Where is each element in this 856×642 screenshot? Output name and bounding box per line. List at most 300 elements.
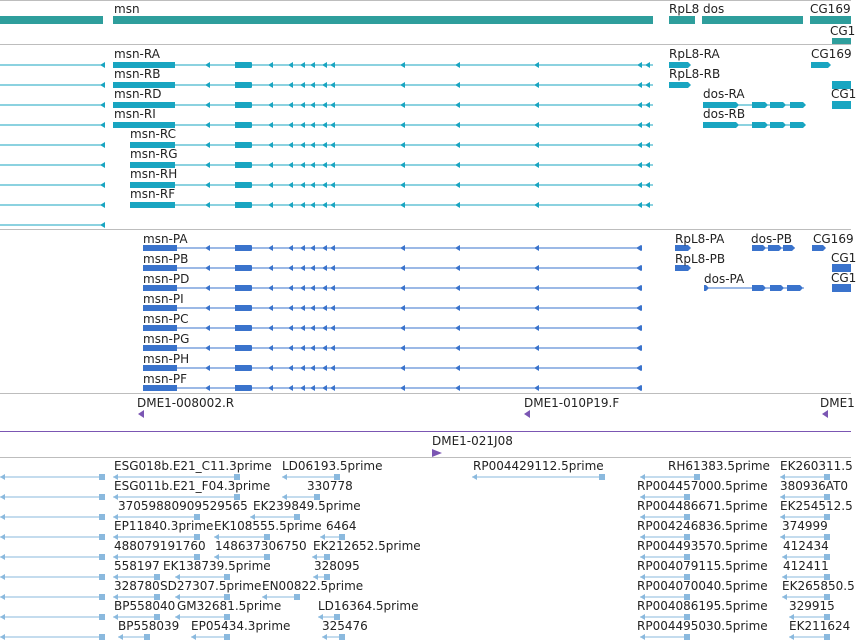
clone-track-1-glyphs bbox=[0, 394, 851, 432]
strand-arrow-left bbox=[782, 594, 787, 600]
strand-arrow-left bbox=[472, 474, 477, 480]
protein-label-msn-pg: msn-PG bbox=[143, 332, 190, 346]
est-label: RP004495030.5prime bbox=[637, 619, 768, 633]
est-label: EN00822.5prime bbox=[262, 579, 364, 593]
est-label: RP004246836.5prime bbox=[637, 519, 768, 533]
exon-block bbox=[224, 634, 230, 640]
strand-arrow-left bbox=[534, 265, 539, 271]
strand-arrow-left bbox=[330, 245, 335, 251]
strand-arrow-left bbox=[322, 365, 327, 371]
strand-arrow-left bbox=[330, 345, 335, 351]
exon-block-right bbox=[790, 122, 806, 128]
strand-arrow-left bbox=[322, 385, 327, 391]
est-label: RP004079115.5prime bbox=[637, 559, 768, 573]
gene-label-cg1: CG1 bbox=[830, 24, 856, 38]
clone-track-2-glyphs bbox=[0, 432, 851, 458]
strand-arrow-left bbox=[636, 285, 641, 291]
est-label: EK211624 bbox=[789, 619, 851, 633]
est-label: SD27307.5prime bbox=[160, 579, 262, 593]
strand-arrow-left bbox=[300, 142, 305, 148]
strand-arrow-left bbox=[400, 142, 405, 148]
strand-arrow-left bbox=[268, 62, 273, 68]
transcript-track-teal bbox=[0, 44, 856, 230]
strand-arrow-left bbox=[300, 245, 305, 251]
strand-arrow-left bbox=[205, 345, 210, 351]
strand-arrow-left bbox=[288, 82, 293, 88]
gene-glyph-dos[interactable] bbox=[702, 16, 803, 24]
strand-arrow-left bbox=[310, 182, 315, 188]
strand-arrow-left bbox=[400, 62, 405, 68]
exon-block bbox=[99, 554, 105, 560]
strand-arrow-left bbox=[455, 285, 460, 291]
strand-arrow-left bbox=[534, 162, 539, 168]
exon-block-right bbox=[811, 62, 831, 68]
est-label: 328095 bbox=[314, 559, 360, 573]
gene-label-msn: msn bbox=[114, 2, 140, 16]
est-label: EK138739.5prime bbox=[163, 559, 271, 573]
est-label: 558197 bbox=[114, 559, 160, 573]
strand-arrow-left bbox=[455, 365, 460, 371]
est-label: 412411 bbox=[783, 559, 829, 573]
strand-arrow-left bbox=[288, 385, 293, 391]
est-label: RP004086195.5prime bbox=[637, 599, 768, 613]
strand-arrow-left bbox=[455, 385, 460, 391]
strand-arrow-left bbox=[636, 345, 641, 351]
strand-arrow-left bbox=[310, 62, 315, 68]
exon-block bbox=[130, 202, 175, 208]
strand-arrow-left bbox=[100, 122, 105, 128]
strand-arrow-left bbox=[636, 365, 641, 371]
strand-arrow-left bbox=[100, 82, 105, 88]
strand-arrow-left bbox=[288, 162, 293, 168]
strand-arrow-left bbox=[645, 182, 650, 188]
gene-label-dos: dos bbox=[703, 2, 725, 16]
strand-arrow-left bbox=[100, 142, 105, 148]
strand-arrow-left bbox=[636, 385, 641, 391]
strand-arrow-left bbox=[268, 82, 273, 88]
strand-arrow-left bbox=[455, 142, 460, 148]
strand-arrow-left bbox=[205, 122, 210, 128]
strand-arrow-left bbox=[288, 122, 293, 128]
strand-arrow-left bbox=[300, 202, 305, 208]
exon-block bbox=[339, 634, 345, 640]
strand-arrow-left bbox=[288, 202, 293, 208]
est-label: EK239849.5prime bbox=[253, 499, 361, 513]
strand-arrow-left bbox=[322, 634, 327, 640]
strand-arrow-left bbox=[0, 614, 5, 620]
strand-arrow-left bbox=[310, 82, 315, 88]
est-label: EP11840.3prime bbox=[114, 519, 214, 533]
strand-arrow-left bbox=[268, 305, 273, 311]
exon-block-right bbox=[669, 82, 691, 88]
strand-arrow-left bbox=[534, 62, 539, 68]
est-label: RP004486671.5prime bbox=[637, 499, 768, 513]
strand-arrow-left bbox=[322, 305, 327, 311]
strand-arrow-left bbox=[330, 305, 335, 311]
strand-arrow-left bbox=[310, 102, 315, 108]
strand-arrow-left bbox=[0, 634, 5, 640]
est-label: EK254512.5 bbox=[780, 499, 853, 513]
strand-arrow-left bbox=[300, 62, 305, 68]
strand-arrow-left bbox=[400, 345, 405, 351]
transcript-label-rpl8-ra: RpL8-RA bbox=[669, 47, 720, 61]
strand-arrow-left bbox=[645, 122, 650, 128]
strand-arrow-left bbox=[534, 365, 539, 371]
exon-block-right bbox=[770, 285, 784, 291]
strand-arrow-left bbox=[205, 102, 210, 108]
clone-glyph-dme1-021j08[interactable] bbox=[432, 449, 442, 457]
strand-arrow-left bbox=[300, 345, 305, 351]
strand-arrow-left bbox=[534, 202, 539, 208]
strand-arrow-left bbox=[310, 202, 315, 208]
strand-arrow-left bbox=[400, 82, 405, 88]
strand-arrow-left bbox=[288, 365, 293, 371]
est-label: ESG018b.E21_C11.3prime bbox=[114, 459, 272, 473]
transcript-label-rpl8-rb: RpL8-RB bbox=[669, 67, 721, 81]
strand-arrow-left bbox=[288, 62, 293, 68]
exon-block bbox=[824, 634, 830, 640]
exon-block bbox=[99, 514, 105, 520]
strand-arrow-left bbox=[300, 325, 305, 331]
strand-arrow-left bbox=[400, 285, 405, 291]
strand-arrow-left bbox=[310, 245, 315, 251]
est-label: 6464 bbox=[326, 519, 357, 533]
strand-arrow-left bbox=[534, 305, 539, 311]
strand-arrow-left bbox=[330, 285, 335, 291]
strand-arrow-left bbox=[205, 385, 210, 391]
est-label: EK265850.5 bbox=[782, 579, 855, 593]
strand-arrow-left bbox=[455, 62, 460, 68]
strand-arrow-left bbox=[637, 62, 642, 68]
strand-arrow-left bbox=[205, 285, 210, 291]
est-label: GM32681.5prime bbox=[177, 599, 282, 613]
strand-arrow-left bbox=[322, 162, 327, 168]
strand-arrow-left bbox=[322, 142, 327, 148]
exon-block bbox=[684, 634, 690, 640]
strand-arrow-left bbox=[205, 325, 210, 331]
strand-arrow-left bbox=[534, 82, 539, 88]
transcript-label-msn-rd: msn-RD bbox=[114, 87, 162, 101]
strand-arrow-left bbox=[789, 634, 794, 640]
strand-arrow-left bbox=[640, 634, 645, 640]
strand-arrow-left bbox=[636, 265, 641, 271]
transcript-label-msn-rb: msn-RB bbox=[114, 67, 161, 81]
protein-label-msn-pa: msn-PA bbox=[143, 232, 188, 246]
strand-arrow-left bbox=[330, 122, 335, 128]
strand-arrow-left bbox=[268, 202, 273, 208]
strand-arrow-left bbox=[310, 385, 315, 391]
protein-label-msn-pd: msn-PD bbox=[143, 272, 190, 286]
clone-track-2 bbox=[0, 431, 851, 458]
strand-arrow-left bbox=[534, 385, 539, 391]
est-label: 330778 bbox=[307, 479, 353, 493]
strand-arrow-left bbox=[288, 265, 293, 271]
transcript-label-dos-rb: dos-RB bbox=[703, 107, 746, 121]
strand-arrow-left bbox=[100, 182, 105, 188]
protein-label-dos-pb: dos-PB bbox=[751, 232, 793, 246]
strand-arrow-left bbox=[205, 265, 210, 271]
strand-arrow-left bbox=[455, 162, 460, 168]
strand-arrow-left bbox=[330, 142, 335, 148]
strand-arrow-left bbox=[205, 365, 210, 371]
strand-arrow-left bbox=[205, 162, 210, 168]
clone-label-dme1-010p19: DME1-010P19.F bbox=[524, 396, 620, 410]
strand-arrow-left bbox=[534, 285, 539, 291]
strand-arrow-left bbox=[100, 222, 105, 228]
gene-glyph-rpl8[interactable] bbox=[669, 16, 695, 24]
strand-arrow-left bbox=[205, 305, 210, 311]
exon-block bbox=[144, 634, 150, 640]
strand-arrow-left bbox=[330, 182, 335, 188]
exon-block-right bbox=[752, 102, 768, 108]
protein-label-dos-pa: dos-PA bbox=[704, 272, 745, 286]
transcript-label-cg1: CG1 bbox=[831, 87, 856, 101]
est-label: EK108555.5prime bbox=[214, 519, 322, 533]
strand-arrow-left bbox=[100, 202, 105, 208]
transcript-track-blue bbox=[0, 229, 856, 394]
clone-label-dme1-008002: DME1-008002.R bbox=[137, 396, 235, 410]
strand-arrow-left bbox=[455, 345, 460, 351]
strand-arrow-left bbox=[455, 305, 460, 311]
strand-arrow-left bbox=[534, 325, 539, 331]
strand-arrow-left bbox=[288, 325, 293, 331]
est-label: RP004493570.5prime bbox=[637, 539, 768, 553]
strand-arrow-left bbox=[205, 62, 210, 68]
exon-block-right bbox=[787, 285, 803, 291]
strand-arrow-left bbox=[268, 182, 273, 188]
gene-glyph-partial-left[interactable] bbox=[0, 16, 103, 24]
strand-arrow-left bbox=[330, 325, 335, 331]
strand-arrow-left bbox=[645, 162, 650, 168]
clone-label-dme1-021j08: DME1-021J08 bbox=[432, 434, 513, 448]
strand-arrow-left bbox=[330, 102, 335, 108]
strand-arrow-left bbox=[400, 265, 405, 271]
strand-arrow-left bbox=[322, 102, 327, 108]
strand-arrow-left bbox=[100, 62, 105, 68]
strand-arrow-left bbox=[0, 514, 5, 520]
strand-arrow-left bbox=[455, 122, 460, 128]
exon-block bbox=[99, 614, 105, 620]
strand-arrow-left bbox=[300, 385, 305, 391]
strand-arrow-left bbox=[310, 162, 315, 168]
strand-arrow-left bbox=[645, 102, 650, 108]
strand-arrow-left bbox=[288, 102, 293, 108]
est-label: RP004429112.5prime bbox=[473, 459, 604, 473]
strand-arrow-left bbox=[455, 245, 460, 251]
strand-arrow-left bbox=[645, 142, 650, 148]
protein-label-msn-ph: msn-PH bbox=[143, 352, 190, 366]
strand-arrow-left bbox=[330, 162, 335, 168]
strand-arrow-left bbox=[455, 182, 460, 188]
est-label: 148637306750 bbox=[215, 539, 307, 553]
transcript-label-msn-ri: msn-RI bbox=[114, 107, 156, 121]
gene-glyph-msn[interactable] bbox=[113, 16, 653, 24]
est-label: BP558040 bbox=[114, 599, 176, 613]
protein-label-msn-pi: msn-PI bbox=[143, 292, 184, 306]
gene-label-cg169: CG169 bbox=[810, 2, 851, 16]
est-label: 380936AT0 bbox=[780, 479, 849, 493]
strand-arrow-left bbox=[400, 325, 405, 331]
strand-arrow-left bbox=[400, 245, 405, 251]
est-label: 325476 bbox=[322, 619, 368, 633]
gene-label-rpl8: RpL8 bbox=[669, 2, 700, 16]
clone-glyph-dme1-010p19[interactable] bbox=[524, 410, 530, 418]
strand-arrow-left bbox=[205, 182, 210, 188]
exon-block bbox=[99, 594, 105, 600]
transcript-label-msn-rf: msn-RF bbox=[130, 187, 176, 201]
strand-arrow-left bbox=[322, 82, 327, 88]
strand-arrow-left bbox=[288, 305, 293, 311]
est-label: 374999 bbox=[782, 519, 828, 533]
strand-arrow-left bbox=[455, 202, 460, 208]
clone-track-1 bbox=[0, 393, 855, 432]
strand-arrow-left bbox=[637, 102, 642, 108]
strand-arrow-left bbox=[205, 202, 210, 208]
est-label: LD06193.5prime bbox=[282, 459, 383, 473]
exon-block-right bbox=[770, 102, 786, 108]
strand-arrow-left bbox=[268, 102, 273, 108]
strand-arrow-left bbox=[310, 142, 315, 148]
exon-block-right bbox=[752, 285, 766, 291]
strand-arrow-left bbox=[534, 142, 539, 148]
strand-arrow-left bbox=[268, 122, 273, 128]
strand-arrow-left bbox=[636, 305, 641, 311]
strand-arrow-left bbox=[637, 142, 642, 148]
gene-track bbox=[0, 0, 856, 45]
est-label: EP05434.3prime bbox=[191, 619, 291, 633]
strand-arrow-left bbox=[0, 534, 5, 540]
strand-arrow-left bbox=[268, 385, 273, 391]
strand-arrow-left bbox=[322, 202, 327, 208]
strand-arrow-left bbox=[205, 142, 210, 148]
transcript-label-msn-rh: msn-RH bbox=[130, 167, 178, 181]
strand-arrow-left bbox=[637, 122, 642, 128]
strand-arrow-left bbox=[310, 305, 315, 311]
protein-label-rpl8-pb: RpL8-PB bbox=[675, 252, 726, 266]
strand-arrow-left bbox=[0, 594, 5, 600]
exon-block-right bbox=[770, 122, 786, 128]
protein-label-rpl8-pa: RpL8-PA bbox=[675, 232, 725, 246]
clone-label-dme1-right: DME1 bbox=[820, 396, 855, 410]
protein-label-msn-pb: msn-PB bbox=[143, 252, 189, 266]
strand-arrow-left bbox=[534, 182, 539, 188]
strand-arrow-left bbox=[637, 162, 642, 168]
strand-arrow-left bbox=[310, 365, 315, 371]
strand-arrow-left bbox=[282, 474, 287, 480]
protein-label-cg1-b: CG1 bbox=[831, 271, 856, 285]
transcript-label-cg169: CG169 bbox=[811, 47, 852, 61]
strand-arrow-left bbox=[322, 122, 327, 128]
strand-arrow-left bbox=[322, 182, 327, 188]
strand-arrow-left bbox=[205, 82, 210, 88]
transcript-label-msn-rg: msn-RG bbox=[130, 147, 178, 161]
protein-label-cg169: CG169 bbox=[813, 232, 854, 246]
strand-arrow-left bbox=[100, 102, 105, 108]
strand-arrow-left bbox=[534, 245, 539, 251]
est-label: RP004457000.5prime bbox=[637, 479, 768, 493]
strand-arrow-left bbox=[268, 285, 273, 291]
exon-block-right bbox=[703, 122, 739, 128]
est-label: BP558039 bbox=[118, 619, 180, 633]
strand-arrow-left bbox=[0, 494, 5, 500]
strand-arrow-left bbox=[322, 245, 327, 251]
strand-arrow-left bbox=[330, 202, 335, 208]
strand-arrow-left bbox=[300, 82, 305, 88]
exon-block bbox=[832, 284, 851, 292]
strand-arrow-left bbox=[288, 345, 293, 351]
strand-arrow-left bbox=[288, 182, 293, 188]
strand-arrow-left bbox=[455, 265, 460, 271]
strand-arrow-left bbox=[300, 162, 305, 168]
strand-arrow-left bbox=[322, 285, 327, 291]
transcript-label-dos-ra: dos-RA bbox=[703, 87, 745, 101]
strand-arrow-left bbox=[310, 285, 315, 291]
strand-arrow-left bbox=[0, 574, 5, 580]
exon-block-right bbox=[790, 102, 806, 108]
strand-arrow-left bbox=[322, 62, 327, 68]
strand-arrow-left bbox=[636, 325, 641, 331]
strand-arrow-left bbox=[0, 554, 5, 560]
protein-label-cg1-a: CG1 bbox=[831, 251, 856, 265]
strand-arrow-left bbox=[300, 265, 305, 271]
clone-glyph-dme1-008002[interactable] bbox=[138, 410, 144, 418]
gene-glyph-cg169[interactable] bbox=[810, 16, 851, 24]
strand-arrow-left bbox=[645, 62, 650, 68]
strand-arrow-left bbox=[637, 82, 642, 88]
exon-block bbox=[99, 494, 105, 500]
exon-block bbox=[599, 474, 605, 480]
protein-label-msn-pf: msn-PF bbox=[143, 372, 188, 386]
strand-arrow-left bbox=[400, 365, 405, 371]
strand-arrow-left bbox=[268, 365, 273, 371]
exon-block bbox=[99, 574, 105, 580]
strand-arrow-left bbox=[534, 345, 539, 351]
transcript-label-msn-ra: msn-RA bbox=[114, 47, 160, 61]
exon-block bbox=[99, 474, 105, 480]
strand-arrow-left bbox=[455, 82, 460, 88]
strand-arrow-left bbox=[400, 202, 405, 208]
strand-arrow-left bbox=[455, 325, 460, 331]
strand-arrow-left bbox=[288, 245, 293, 251]
strand-arrow-left bbox=[288, 142, 293, 148]
est-label: 488079191760 bbox=[114, 539, 206, 553]
strand-arrow-left bbox=[300, 365, 305, 371]
strand-arrow-left bbox=[330, 385, 335, 391]
strand-arrow-left bbox=[300, 102, 305, 108]
strand-arrow-left bbox=[300, 182, 305, 188]
strand-arrow-left bbox=[191, 634, 196, 640]
strand-arrow-left bbox=[310, 325, 315, 331]
strand-arrow-left bbox=[268, 162, 273, 168]
exon-block bbox=[294, 594, 300, 600]
strand-arrow-left bbox=[330, 365, 335, 371]
exon-block bbox=[832, 101, 851, 109]
protein-label-msn-pc: msn-PC bbox=[143, 312, 189, 326]
strand-arrow-left bbox=[400, 102, 405, 108]
est-label: EK260311.5 bbox=[780, 459, 853, 473]
strand-arrow-left bbox=[288, 285, 293, 291]
transcript-label-msn-rc: msn-RC bbox=[130, 127, 176, 141]
strand-arrow-left bbox=[637, 202, 642, 208]
strand-arrow-left bbox=[322, 265, 327, 271]
exon-block-right bbox=[752, 122, 768, 128]
strand-arrow-left bbox=[400, 385, 405, 391]
strand-arrow-left bbox=[400, 162, 405, 168]
strand-arrow-left bbox=[300, 285, 305, 291]
clone-glyph-dme1-right[interactable] bbox=[822, 410, 828, 418]
strand-arrow-left bbox=[322, 325, 327, 331]
strand-arrow-left bbox=[0, 474, 5, 480]
